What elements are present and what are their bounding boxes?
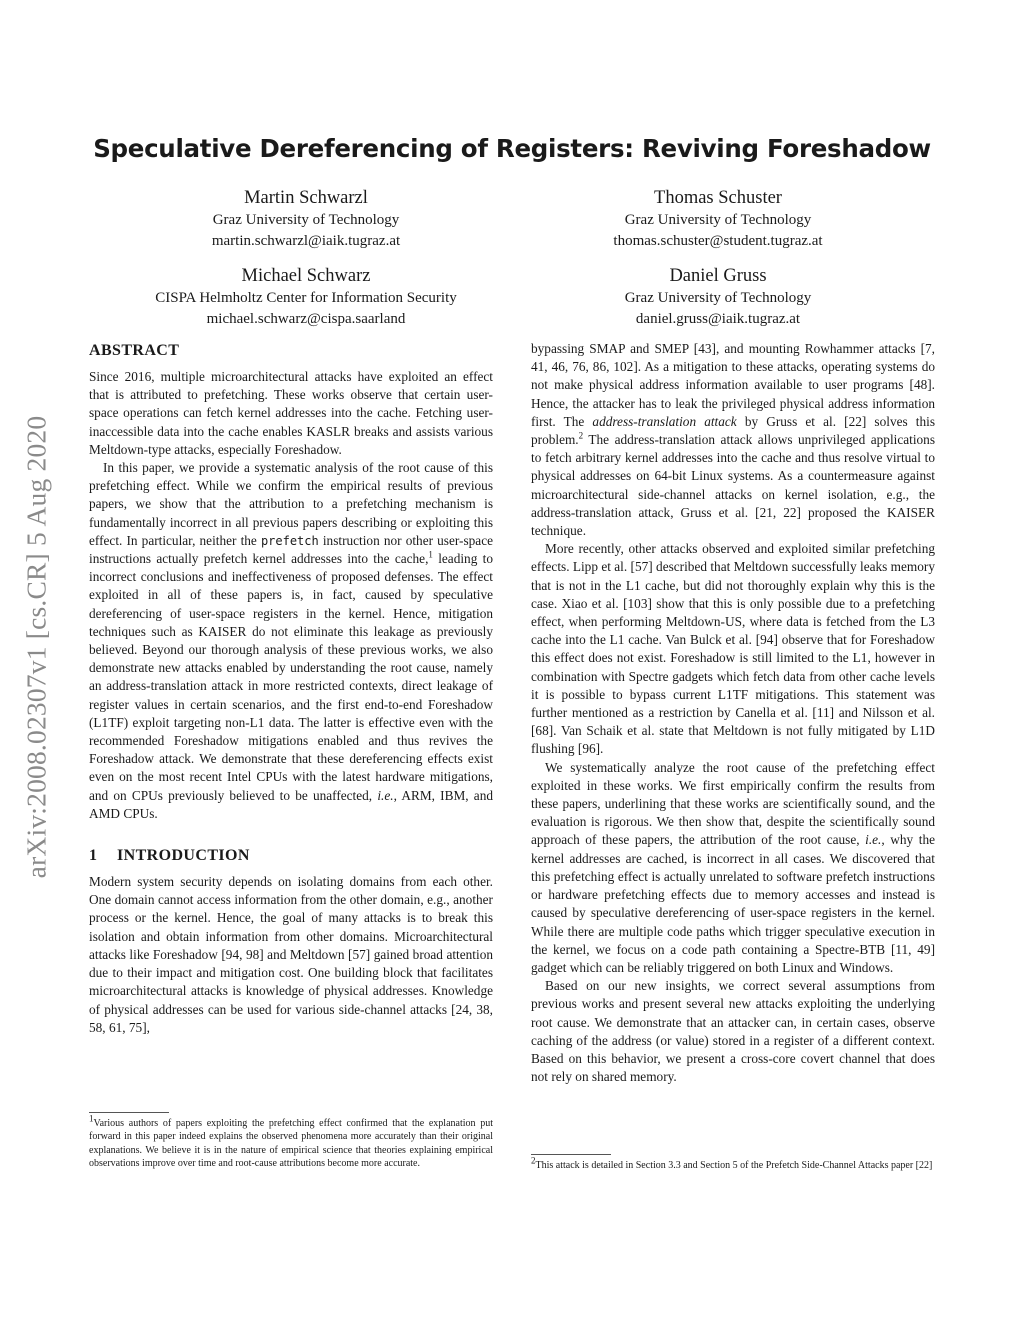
author-email: thomas.schuster@student.tugraz.at [613,233,823,249]
body-paragraph: Based on our new insights, we correct several assumptions from previous works and present several new attacks exploiting the underlying root cause. We demonstrate that an attacker can, in certain cases, observe caching of the address (or value) stored in a register of a different context. Based on this behavior, we present a cross-core covert channel that does not rely on shared memory. [531,978,935,1085]
paper-title: Speculative Dereferencing of Registers: Reviving Foreshadow [93,134,931,163]
author-name: Michael Schwarz [241,266,371,286]
right-column [531,340,935,1086]
author-affiliation: CISPA Helmholtz Center for Information Security [155,290,457,306]
author-name: Daniel Gruss [669,266,767,286]
abstract-paragraph: In this paper, we provide a systematic analysis of the root cause of this prefetching effect. While we confirm the empirical results of previous papers, we show that the attribution to a prefetching mechanism is fundamentally incorrect in all previous papers describing or exploiting this effect. In particular, neither the prefetch instruction nor other user-space instructions actually prefetch kernel addresses into the cache,$^1$ leading to incorrect conclusions and ineffectiveness of proposed defenses. The effect exploited in all of these papers is, in fact, caused by speculative dereferencing of user-space registers in the kernel. Hence, mitigation techniques such as KAISER do not eliminate this leakage as previously believed. Beyond our thorough analysis of these previous works, we also demonstrate new attacks enabled by understanding the root cause, namely an address-translation attack in more restricted contexts, direct leakage of register values in certain scenarios, and the first end-to-end Foreshadow (L1TF) exploit targeting non-L1 data. The latter is effective even with the recommended Foreshadow mitigations enabled and thus revives the Foreshadow attack. We demonstrate that these dereferencing effects exist even on the most recent Intel CPUs with the latest hardware mitigations, and on CPUs previously believed to be unaffected, i.e., ARM, IBM, and AMD CPUs. [89,460,494,821]
body-paragraph: bypassing SMAP and SMEP [43], and mounting Rowhammer attacks [7, 41, 46, 76, 86, 102]. As a mitigation to these attacks, operating systems do not make physical address information available to user programs [48]. Hence, the attacker has to leak the privileged physical address information first. The address-translation attack by Gruss et al. [22] solves this problem.$^2$ The address-translation attack allows unprivileged applications to fetch arbitrary kernel addresses into the cache and thus resolve virtual to physical addresses on 64-bit Linux systems. As a countermeasure against microarchitectural side-channel attacks on kernel isolation, e.g., the address-translation attack, Gruss et al. [21, 22] proposed the KAISER technique. [531,341,936,539]
footnote-2: $^2$This attack is detailed in Section 3.3 and Section 5 of the Prefetch Side-Channel Attacks paper [22] [531,1155,933,1171]
author-email: daniel.gruss@iaik.tugraz.at [635,311,801,327]
abstract-heading: ABSTRACT [89,342,180,359]
intro-paragraph: Modern system security depends on isolating domains from each other. One domain cannot access information from the other domain, e.g., another process or the kernel. Hence, the goal of many attacks is to break this isolation and obtain information from other domains. Microarchitectural attacks like Foreshadow [94, 98] and Meltdown [57] gained broad attention due to their impact and mitigation cost. One building block that facilitates microarchitectural attacks is knowledge of physical addresses. Knowledge of physical addresses can be used for various side-channel attacks [24, 38, 58, 61, 75], [89,874,493,1035]
author-email: martin.schwarzl@iaik.tugraz.at [211,233,401,249]
footnote-rule [89,1112,169,1113]
author-affiliation: Graz University of Technology [624,290,812,306]
footnote-mark: 2 [578,430,584,441]
footnote-rule [531,1154,611,1155]
author-name: Martin Schwarzl [244,188,368,208]
left-column [89,340,493,1037]
body-paragraph: We systematically analyze the root cause of the prefetching effect exploited in these works. We first empirically confirm the results from these papers, underlining that these works are scientifically sound, and the evaluation is rigorous. We then show that, despite the scientifically sound approach of these papers, the attribution of the root cause, i.e., why the kernel addresses are cached, is incorrect in all cases. We discovered that this prefetching effect is actually unrelated to software prefetch instructions or hardware prefetching effects due to memory accesses and instead is caused by speculative dereferencing of user-space registers in the kernel. While there are multiple code paths which trigger speculative execution in the kernel, we focus on a code path containing a Spectre-BTB [11, 49] gadget which can be reliably triggered on both Linux and Windows. [531,759,935,975]
abstract-paragraph: Since 2016, multiple microarchitectural attacks have exploited an effect that is attributed to prefetching. These works observe that certain user-space operations can fetch kernel addresses into the cache. Fetching user-inaccessible data into the cache enables KASLR breaks and assists various Meltdown-type attacks, especially Foreshadow. [89,369,493,457]
author-block [508,264,928,330]
author-block [96,186,516,252]
intro-heading: 1 INTRODUCTION [89,847,250,865]
footnote-mark: 1 [428,549,433,560]
body-paragraph: More recently, other attacks observed and exploited similar prefetching effects. Lipp et al. [57] described that Meltdown successfully leaks memory that is not in the L1 cache, but did not thoroughly explain why this is the case. Xiao et al. [103] show that this is only possible due to a prefetching effect, when performing Meltdown-US, where data is fetched from the L3 cache into the L1 cache. Van Bulck et al. [94] observe that for Foreshadow this effect does not exist. Foreshadow is still limited to the L1, however in combination with Spectre gadgets which fetch data from other cache levels it is possible to bypass current L1TF mitigations. This statement was further mentioned as a restriction by Canella et al. [11] and Nilsson et al. [68]. Van Schaik et al. state that Meltdown is not fully mitigated by L1D flushing [96]. [531,541,935,757]
author-block [96,264,516,330]
author-email: michael.schwarz@cispa.saarland [206,311,406,327]
author-name: Thomas Schuster [654,188,782,208]
author-affiliation: Graz University of Technology [212,212,400,228]
author-affiliation: Graz University of Technology [624,212,812,228]
author-block [508,186,928,252]
arxiv-stamp: arXiv:2008.02307v1 [cs.CR] 5 Aug 2020 [20,415,51,879]
footnote-1: $^1$Various authors of papers exploiting the prefetching effect confirmed that the explanation put forward in this paper indeed explains the observed phenomena more accurately than their original explanations. We believe it is in the nature of empirical science that theories explaining empirical observations improve over time and root-cause attributions become more accurate. [89,1113,493,1170]
code-prefetch: prefetch [260,533,319,548]
